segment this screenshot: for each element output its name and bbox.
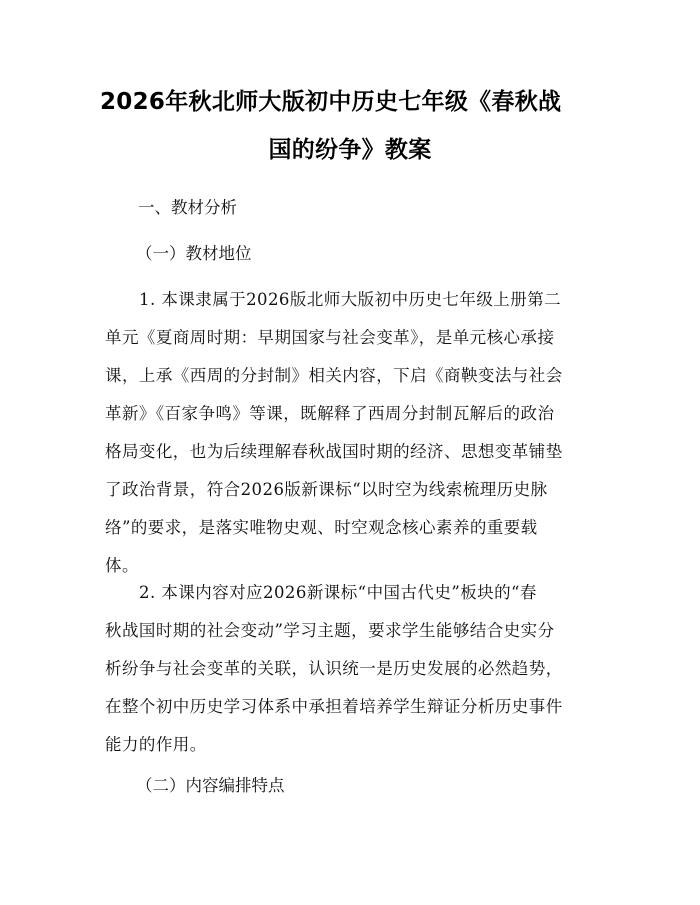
paragraph-1 xyxy=(105,281,605,585)
paragraph-line: 络”的要求，是落实唯物史观、时空观念核心素养的重要载 xyxy=(105,518,538,537)
paragraph-line: 体。 xyxy=(105,556,139,575)
paragraph-line: 在整个初中历史学习体系中承担着培养学生辩证分析历史事件 xyxy=(105,697,563,716)
paragraph-line: 2. 本课内容对应2026新课标“中国古代史”板块的“春 xyxy=(139,583,537,602)
paragraph-line: 单元《夏商周时期：早期国家与社会变革》，是单元核心承接 xyxy=(105,328,555,347)
paragraph-line: 1. 本课隶属于2026版北师大版初中历史七年级上册第二 xyxy=(139,290,562,309)
paragraph-line: 革新》《百家争鸣》等课，既解释了西周分封制瓦解后的政治 xyxy=(105,404,555,423)
paragraph-line: 格局变化，也为后续理解春秋战国时期的经济、思想变革铺垫 xyxy=(105,442,563,461)
section-heading-textbook-analysis: 一、教材分析 xyxy=(138,198,237,217)
paragraph-line: 了政治背景，符合2026版新课标“以时空为线索梳理历史脉 xyxy=(105,480,548,499)
subsection-heading-textbook-position: （一）教材地位 xyxy=(136,244,252,263)
paragraph-line: 析纷争与社会变革的关联，认识统一是历史发展的必然趋势， xyxy=(105,659,563,678)
paragraph-2 xyxy=(105,574,605,764)
paragraph-line: 能力的作用。 xyxy=(105,735,207,754)
paragraph-line: 课，上承《西周的分封制》相关内容，下启《商鞅变法与社会 xyxy=(105,366,563,385)
document-title-line-2: 国的纷争》教案 xyxy=(268,137,432,163)
subsection-heading-content-arrangement: （二）内容编排特点 xyxy=(136,776,285,795)
document-title-line-1: 2026年秋北师大版初中历史七年级《春秋战 xyxy=(100,89,562,115)
paragraph-line: 秋战国时期的社会变动”学习主题，要求学生能够结合史实分 xyxy=(105,621,555,640)
